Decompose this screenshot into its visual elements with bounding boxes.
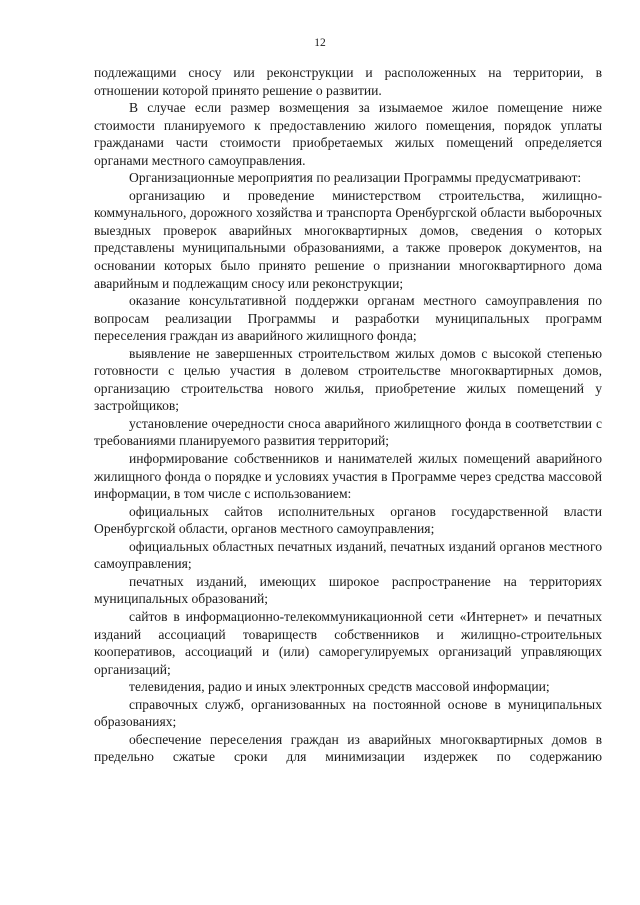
sub-list-item: официальных сайтов исполнительных органов государственной власти Оренбургской области, органов местного самоуправления;	[94, 503, 602, 537]
list-item: установление очередности сноса аварийного жилищного фонда в соответствии с требованиями планируемого развития территорий;	[94, 415, 602, 449]
sub-list-item: печатных изданий, имеющих широкое распространение на территориях муниципальных образований;	[94, 573, 602, 607]
page-number: 12	[314, 37, 326, 49]
paragraph: Организационные мероприятия по реализации Программы предусматривают:	[129, 170, 582, 186]
sub-list-item: справочных служб, организованных на постоянной основе в муниципальных образованиях;	[94, 696, 602, 730]
paragraph: подлежащими сносу или реконструкции и расположенных на территории, в отношении которой принято решение о развитии.	[94, 65, 602, 98]
list-item: обеспечение переселения граждан из аварийных многоквартирных домов в предельно сжатые сроки для минимизации издержек по содержанию	[94, 731, 602, 765]
document-body	[94, 64, 602, 766]
sub-list-item: телевидения, радио и иных электронных средств массовой информации;	[129, 679, 550, 695]
list-item: выявление не завершенных строительством жилых домов с высокой степенью готовности с целью участия в долевом строительстве многоквартирных домов, организацию строительства нового жилья, приобретение жилых помещений у застройщиков;	[94, 345, 602, 414]
list-item: организацию и проведение министерством строительства, жилищно-коммунального, дорожного хозяйства и транспорта Оренбургской области выборочных выездных проверок аварийных многоквартирных домов, сведения о которых представлены муниципальными образованиями, а также проверок документов, на основании которых было принято решение о признании многоквартирного дома аварийным и подлежащим сносу или реконструкции;	[94, 187, 602, 291]
list-item: информирование собственников и нанимателей жилых помещений аварийного жилищного фонда о порядке и условиях участия в Программе через средства массовой информации, в том числе с использованием:	[94, 451, 602, 502]
sub-list-item: официальных областных печатных изданий, печатных изданий органов местного самоуправления;	[94, 538, 602, 572]
list-item: оказание консультативной поддержки органам местного самоуправления по вопросам реализации Программы и разработки муниципальных программ переселения граждан из аварийного жилищного фонда;	[94, 293, 602, 344]
sub-list-item: сайтов в информационно-телекоммуникационной сети «Интернет» и печатных изданий ассоциаций товариществ собственников и жилищно-строительных кооперативов, ассоциаций и (или) саморегулируемых организаций управляющих организаций;	[94, 608, 602, 677]
paragraph: В случае если размер возмещения за изымаемое жилое помещение ниже стоимости планируемого к предоставлению жилого помещения, порядок уплаты гражданами части стоимости приобретаемых жилых помещений определяется органами местного самоуправления.	[94, 100, 602, 168]
